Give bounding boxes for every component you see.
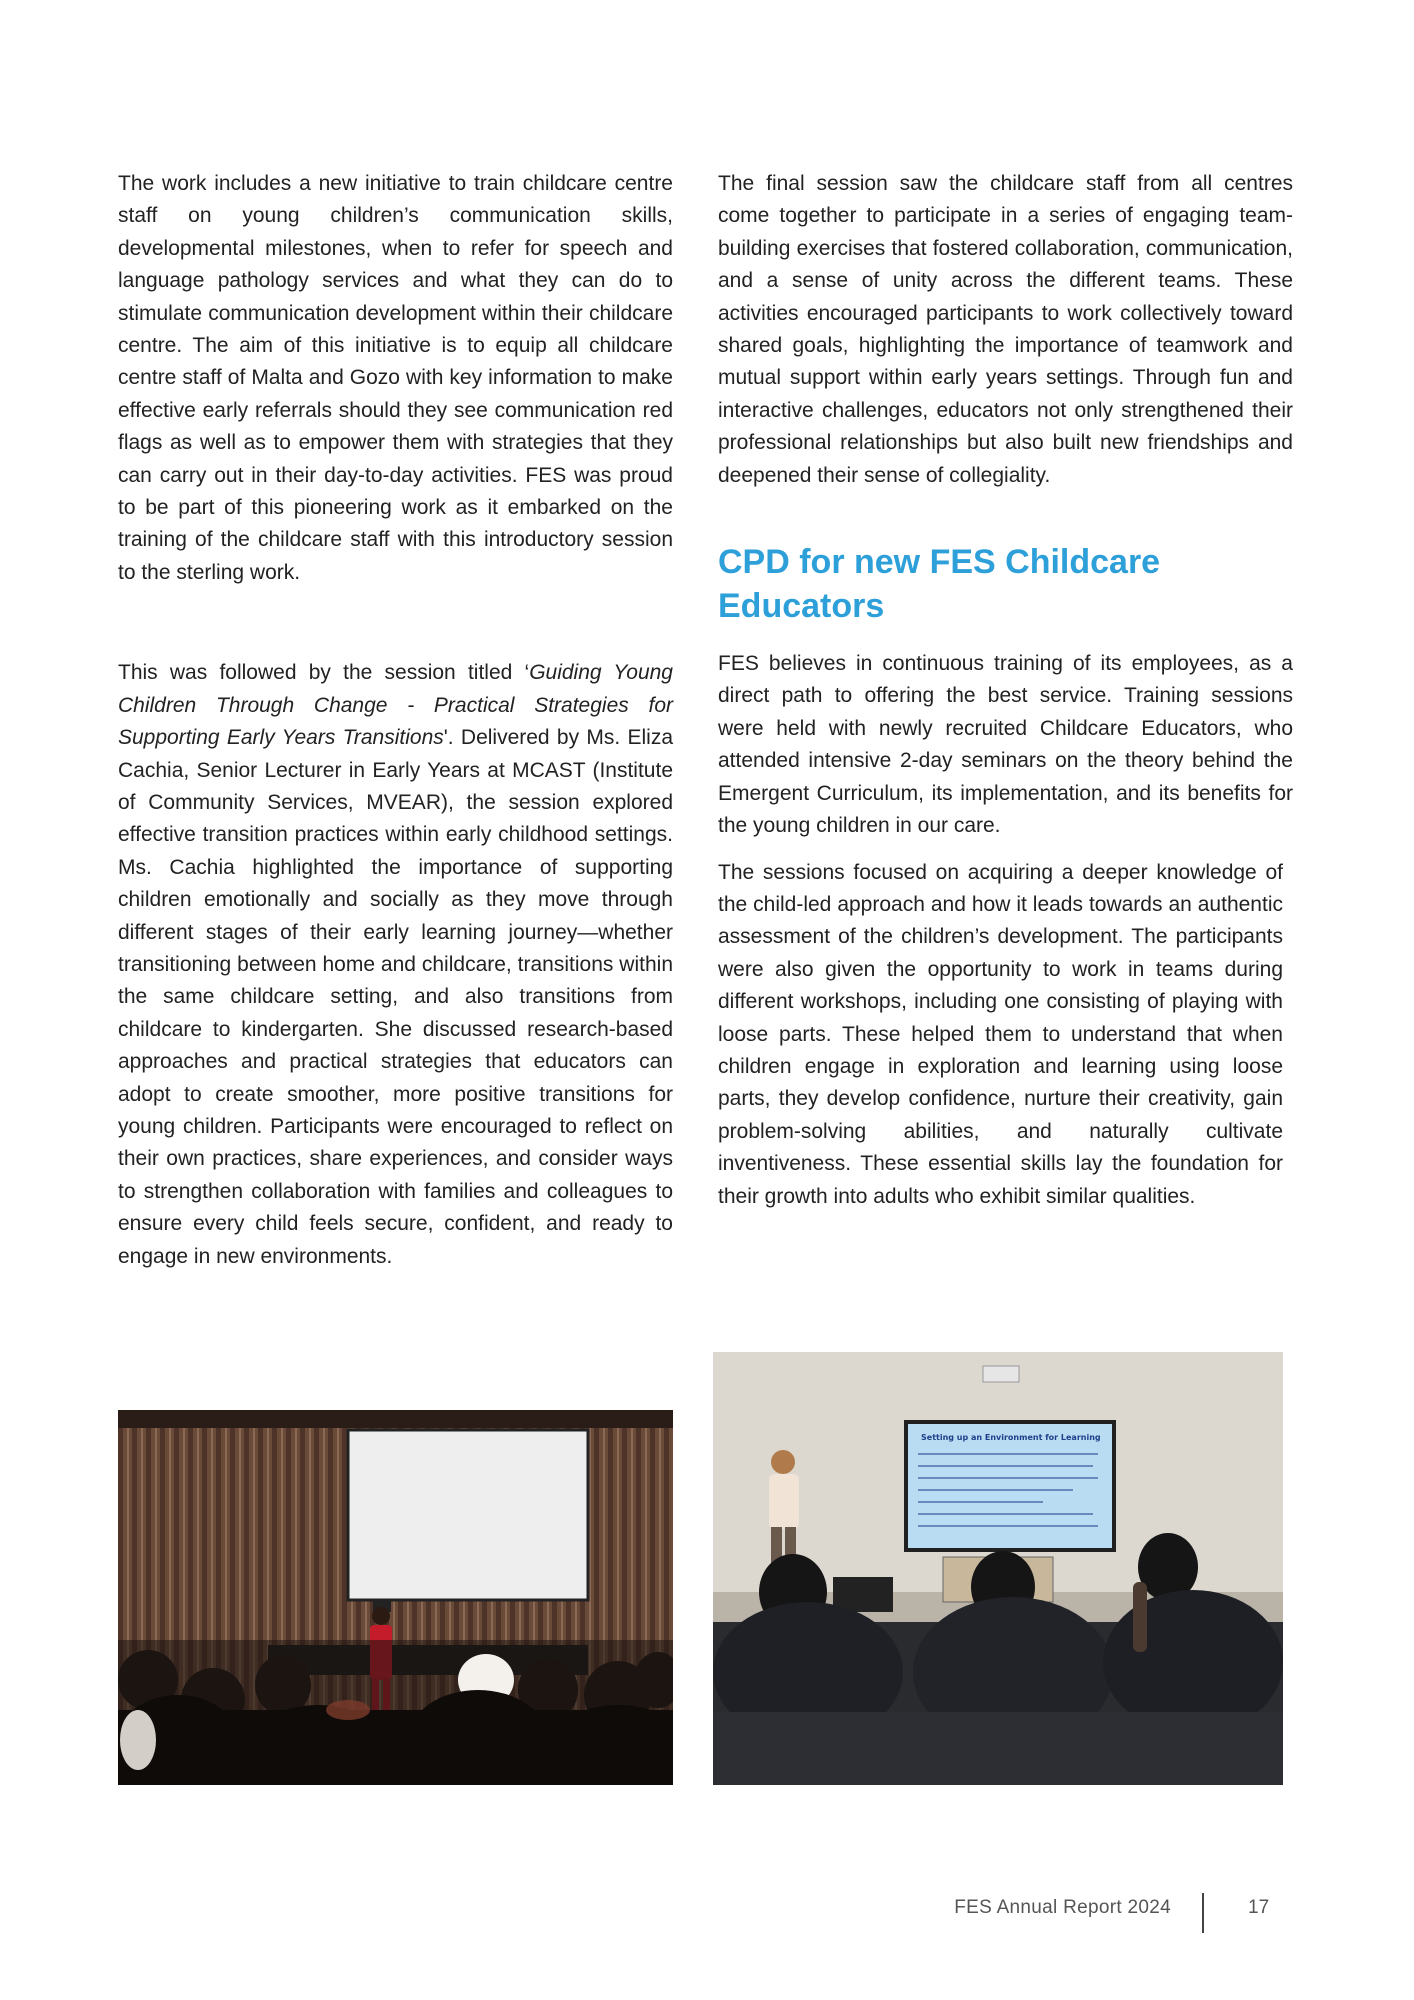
left-column [118, 168, 673, 1273]
footer-divider [1202, 1893, 1204, 1933]
workshop-photo-illustration [713, 1352, 1283, 1785]
intro-paragraph: The work includes a new initiative to train childcare centre staff on young children’s communication skills, developmental milestones, when to refer for speech and language pathology services and what they can do to stimulate communication development within their childcare centre. The aim of this initiative is to equip all childcare centre staff of Malta and Gozo with key information to make effective early referrals should they see communication red flags as well as to empower them with strategies that they can carry out in their day-to-day activities. FES was proud to be part of this pioneering work as it embarked on the training of the childcare staff with this introductory session to the sterling work. [118, 172, 673, 584]
section-heading: CPD for new FES Childcare Educators [718, 543, 1161, 626]
workshop-photo [713, 1352, 1283, 1785]
seminar-photo-illustration [118, 1410, 673, 1785]
team-building-paragraph: The final session saw the childcare staff from all centres come together to participate in a series of engaging team-building exercises that fostered collaboration, communication, and a sense of unity across the different teams. These activities encouraged participants to work collectively toward shared goals, highlighting the importance of teamwork and mutual support within early years settings. Through fun and interactive challenges, educators not only strengthened their professional relationships but also built new friendships and deepened their sense of collegiality. [718, 172, 1293, 487]
footer-report-title: FES Annual Report 2024 [954, 1897, 1171, 1918]
transitions-session-paragraph [118, 657, 673, 1273]
session-description: '. Delivered by Ms. Eliza Cachia, Senior Lecturer in Early Years at MCAST (Institute of Community Services, MVEAR), the session explored effective transition practices within early childhood settings. Ms. Cachia highlighted the importance of supporting children emotionally and socially as they move through different stages of their early learning journey—whether transitioning between home and childcare, transitions within the same childcare setting, and also transitions from childcare to kindergarten. She discussed research-based approaches and practical strategies that educators can adopt to create smoother, more positive transitions for young children. Participants were encouraged to reflect on their own practices, share experiences, and consider ways to strengthen collaboration with families and colleagues to ensure every child feels secure, confident, and ready to engage in new environments. [118, 726, 673, 1268]
page-footer [0, 1893, 1414, 1933]
session-title: Guiding Young Children Through Change - Practical Strategies for Supporting Early Years Transitions [118, 661, 673, 750]
page-number: 17 [1248, 1897, 1270, 1918]
session-lead-text: This was followed by the session titled ‘ [118, 661, 530, 685]
seminar-photo [118, 1410, 673, 1785]
right-column [718, 168, 1293, 1213]
screen-title-text: Setting up an Environment for Learning [921, 1433, 1101, 1442]
sessions-paragraph: The sessions focused on acquiring a deeper knowledge of the child-led approach and how it leads towards an authentic assessment of the children’s development. The participants were also given the opportunity to work in teams during different workshops, including one consisting of playing with loose parts. These helped them to understand that when children engage in exploration and learning using loose parts, they develop confidence, nurture their creativity, gain problem-solving abilities, and naturally cultivate inventiveness. These essential skills lay the foundation for their growth into adults who exhibit similar qualities. [718, 860, 1283, 1208]
cpd-paragraph: FES believes in continuous training of its employees, as a direct path to offering the best service. Training sessions were held with newly recruited Childcare Educators, who attended intensive 2-day seminars on the theory behind the Emergent Curriculum, its implementation, and its benefits for the young children in our care. [718, 652, 1293, 838]
